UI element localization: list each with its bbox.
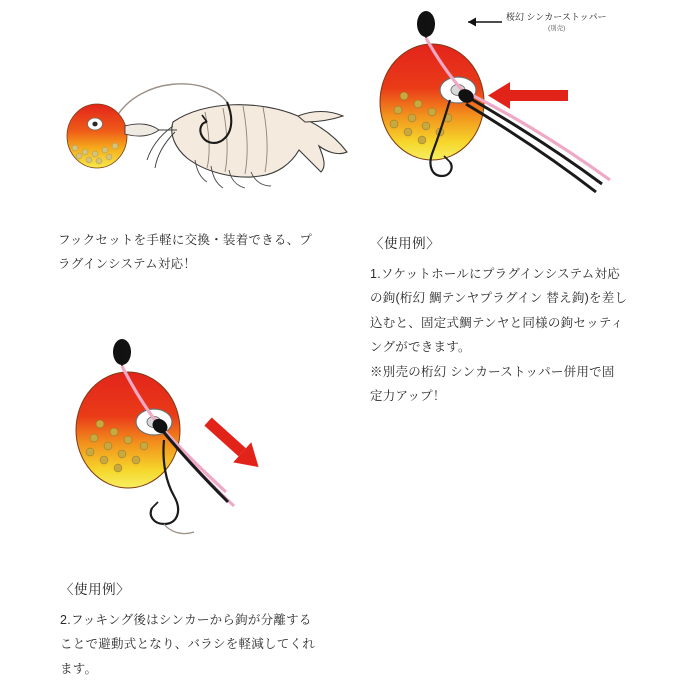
intro-caption-line-2: ラグインシステム対応！ (58, 257, 197, 272)
usage-caption-1-line-6: 定力アップ！ (370, 388, 446, 403)
usage-caption-1-line-5: ※別売の桁幻 シンカーストッパー併用で固 (370, 364, 615, 379)
tai-tenya-with-shrimp-bait-illustration (55, 60, 355, 190)
hook-separation-illustration (60, 330, 360, 565)
usage-heading-2: 〈使用例〉 (60, 582, 131, 597)
usage-caption-1-line-3: 込むと、固定式鯛テンヤと同様の鉤セッティ (370, 315, 624, 330)
plug-in-system-socket-hole-illustration (370, 4, 690, 214)
usage-caption-1-line-4: ングができます。 (370, 340, 471, 355)
intro-caption-line-1: フックセットを手軽に交換・装着できる、プ (58, 233, 313, 247)
svg-text:(別売): (別売) (548, 25, 566, 32)
usage-caption-2-line-1: 2.フッキング後はシンカーから鉤が分離する (60, 613, 312, 627)
usage-heading-1: 〈使用例〉 (370, 236, 441, 251)
usage-caption-2-line-3: ます。 (60, 661, 98, 676)
svg-text:桜幻 シンカーストッパー: 桜幻 シンカーストッパー (506, 12, 607, 22)
usage-caption-1 (370, 262, 682, 408)
intro-caption (58, 228, 358, 277)
usage-caption-2 (60, 608, 360, 681)
usage-caption-2-line-2: ことで避動式となり、バラシを軽減してくれ (60, 637, 316, 652)
usage-caption-1-line-2: の鉤(桁幻 鯛テンヤプラグイン 替え鉤)を差し (370, 291, 628, 306)
usage-caption-1-line-1: 1.ソケットホールにプラグインシステム対応 (370, 267, 620, 281)
